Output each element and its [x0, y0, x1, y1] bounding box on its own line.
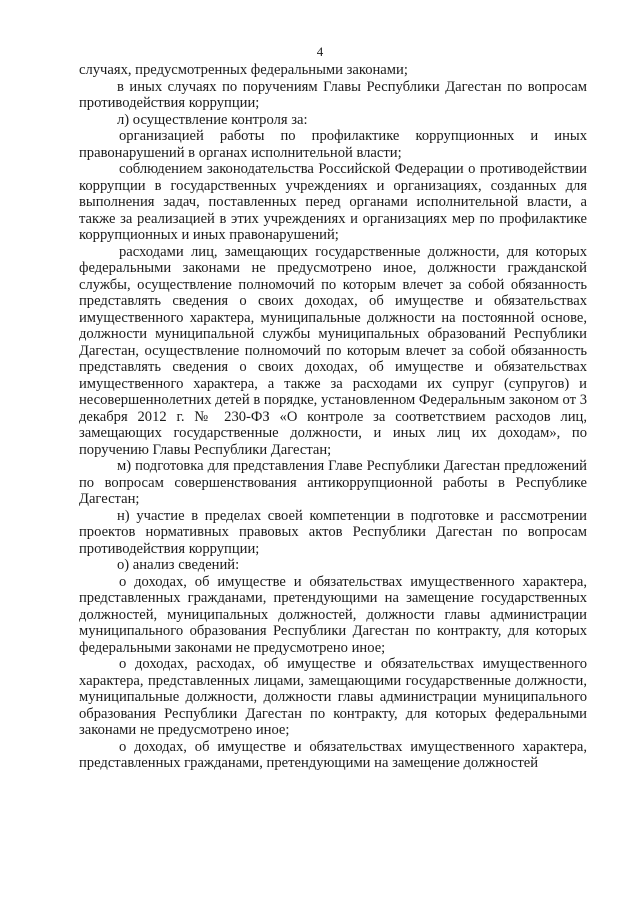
paragraph-2: в иных случаях по поручениям Главы Республики Дагестан по вопросам противодействия коррупции;	[79, 78, 587, 111]
paragraph-4: организацией работы по профилактике коррупционных и иных правонарушений в органах исполнительной власти;	[79, 128, 587, 161]
paragraph-10: о доходах, об имуществе и обязательствах имущественного характера, представленных гражданами, претендующими на замещение государственных должностей, муниципальных должностей, должности главы администрации муниципального образования Республики Дагестан по контракту, для которых федеральными законами не предусмотрено иное;	[79, 573, 587, 656]
paragraph-9: о) анализ сведений:	[117, 557, 240, 573]
paragraph-12: о доходах, об имуществе и обязательствах имущественного характера, представленных гражданами, претендующими на замещение должностей	[79, 738, 587, 771]
paragraph-6: расходами лиц, замещающих государственные должности, для которых федеральными законами не предусмотрено иное, должности гражданской службы, осуществление полномочий по которым влечет за собой обязанность представлять сведения о своих доходах, об имуществе и обязательствах имущественного характера, муниципальные должности на постоянной основе, должности муниципальной службы муниципальных образований Республики Дагестан, осуществление полномочий по которым влечет за собой обязанность представлять сведения о своих доходах, об имуществе и обязательствах имущественного характера, а также за расходами их супруг (супругов) и несовершеннолетних детей в порядке, установленном Федеральным законом от 3 декабря 2012 г. № 230-ФЗ «О контроле за соответствием расходов лиц, замещающих государственные должности, и иных лиц их доходам», по поручению Главы Республики Дагестан;	[79, 243, 587, 458]
paragraph-5: соблюдением законодательства Российской Федерации о противодействии коррупции в государственных учреждениях и организациях, созданных для выполнения задач, поставленных перед органами исполнительной власти, а также за реализацией в этих учреждениях и организациях мер по профилактике коррупционных и иных правонарушений;	[79, 161, 587, 243]
paragraph-7: м) подготовка для представления Главе Республики Дагестан предложений по вопросам совершенствования антикоррупционной работы в Республике Дагестан;	[79, 458, 587, 507]
paragraph-3: л) осуществление контроля за:	[117, 111, 308, 128]
paragraph-1: случаях, предусмотренных федеральными законами;	[79, 62, 408, 78]
document-body	[79, 62, 587, 772]
page-number: 4	[316, 44, 324, 59]
paragraph-8: н) участие в пределах своей компетенции в подготовке и рассмотрении проектов нормативных правовых актов Республики Дагестан по вопросам противодействия коррупции;	[79, 507, 587, 557]
paragraph-11: о доходах, расходах, об имуществе и обязательствах имущественного характера, представленных лицами, замещающими государственные должности, муниципальные должности, должности главы администрации муниципального образования Республики Дагестан по контракту, для которых федеральными законами не предусмотрено иное;	[79, 656, 587, 738]
